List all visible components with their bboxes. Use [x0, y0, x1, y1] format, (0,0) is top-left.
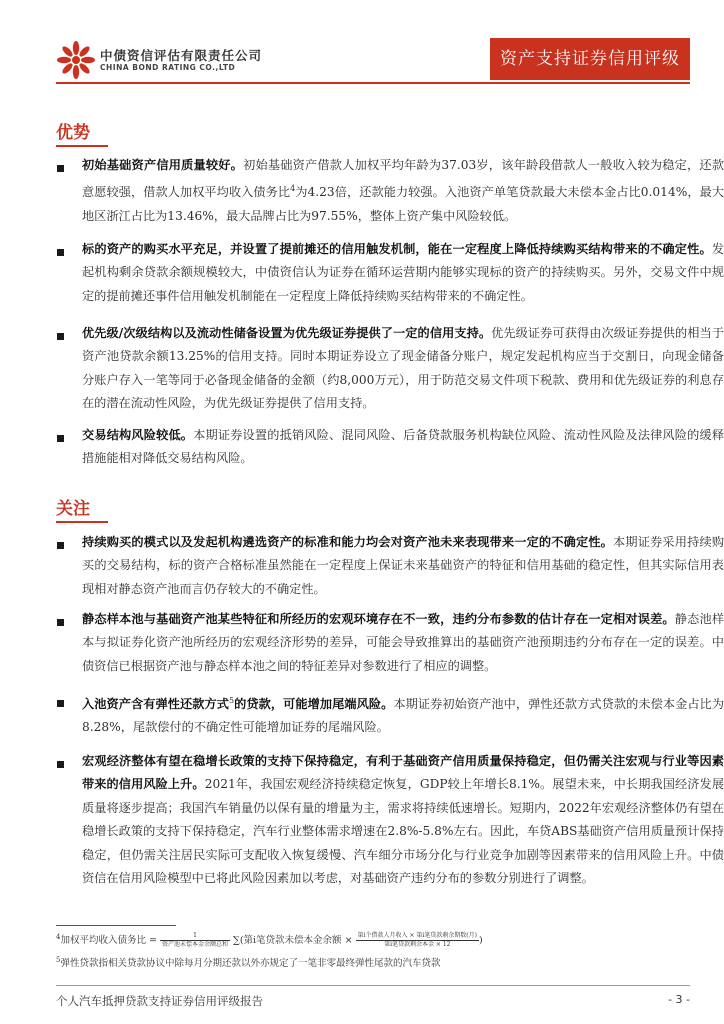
formula-fraction [356, 932, 479, 949]
formula-fraction [160, 932, 230, 949]
fraction-denominator: 第i笔贷款剩余本金 × 12 [384, 941, 451, 948]
report-category-banner: 资产支持证券信用评级 [490, 38, 690, 80]
bullet-lead-cont: 的贷款，可能增加尾端风险。 [234, 697, 394, 712]
company-logo [56, 40, 96, 80]
footnote-text: 弹性贷款指相关贷款协议中除每月分期还款以外亦规定了一笔非零最终弹性尾款的汽车贷款 [60, 958, 441, 969]
bullet-body: 发起机构剩余贷款余额规模较大，中债资信认为证券在循环运营期内能够实现标的资产的持续购买。另外，交易文件中规定的提前摊还事件信用触发机制能在一定程度上降低持续购买结构带来的不确定性。 [82, 242, 724, 303]
bullet-text [82, 689, 724, 740]
bullet-body: 初始基础资产借款人加权平均年龄为37.03岁，该年龄段借款人一般收入较为稳定，还款意愿较强，借款人加权平均收入债务比 [82, 158, 724, 200]
bullet-square-icon [57, 761, 64, 768]
bullet-text [82, 750, 724, 890]
bullet-lead: 交易结构风险较低。 [82, 428, 194, 442]
bullet-body: 优先级证券可获得由次级证券提供的相当于资产池贷款余额13.25%的信用支持。同时本期证券设立了现金储备分账户，规定发起机构应当于交割日，向现金储备分账户存入一笔等同于必备现金储备的金额（约8,000万元），用于防范交易文件项下税款、费用和优先级证券的利息存在的潜在流动性风险，为优先级证券提供了信用支持。 [82, 326, 724, 411]
fraction-numerator: 第i个借款人月收入 × 第i笔贷款剩余期数(月) [357, 932, 477, 939]
bullet-square-icon [57, 249, 64, 256]
bullet-square-icon [57, 165, 64, 172]
bullet-text [82, 531, 724, 601]
bullet-lead: 宏观经济整体有望在稳增长政策的支持下保持稳定，有利于基础资产信用质量保持稳定，但仍需关注宏观与行业等因素带来的信用风险上升。 [82, 754, 724, 792]
bullet-text [82, 322, 724, 416]
footnote-ref: 5 [228, 696, 235, 705]
header-divider [56, 82, 690, 84]
footnote-divider [56, 925, 176, 926]
page-header [0, 0, 724, 96]
bullet-square-icon [57, 700, 64, 707]
footnote-ref: 4 [290, 184, 296, 194]
bullet-body: 本期证券设置的抵销风险、混同风险、后备贷款服务机构缺位风险、流动性风险及法律风险的缓释措施能相对降低交易结构风险。 [82, 428, 724, 466]
bullet-body-cont: 为4.23倍，还款能力较强。入池资产单笔贷款最大未偿本金占比0.014%，最大地区浙江占比为13.46%，最大品牌占比为97.55%，整体上资产集中风险较低。 [82, 185, 724, 223]
bullet-body: 2021年，我国宏观经济持续稳定恢复，GDP较上年增长8.1%。展望未来，中长期我国经济发展质量将逐步提高；我国汽车销量仍以保有量的增量为主，需求将持续低速增长。短期内，2022年宏观经济整体仍有望在稳增长政策的支持下保持稳定，汽车行业整体需求增速在2.8%-5.8%左右。因此，车贷ABS基础资产信用质量预计保持稳定，但仍需关注居民实际可支配收入恢复缓慢、汽车细分市场分化与行业竞争加剧等因素带来的信用风险上升。中债资信在信用风险模型中已将此风险因素加以考虑，对基础资产违约分布的参数分别进行了调整。 [82, 777, 724, 886]
bullet-square-icon [57, 333, 64, 340]
bullet-body: 本期证券初始资产池中，弹性还款方式贷款的未偿本金占比为8.28%，尾款偿付的不确定性可能增加证券的尾端风险。 [82, 697, 724, 735]
section-underline [56, 521, 108, 523]
bullet-text [82, 424, 724, 471]
formula-sum: ∑(第i笔贷款未偿本金余额 × [233, 935, 353, 946]
report-title: 个人汽车抵押贷款支持证券信用评级报告 [56, 994, 263, 1008]
footnote-4 [56, 932, 696, 949]
footnote-label: 5 [56, 955, 61, 964]
bullet-lead: 优先级/次级结构以及流动性储备设置为优先级证券提供了一定的信用支持。 [82, 326, 492, 340]
bullet-lead: 持续购买的模式以及发起机构遴选资产的标准和能力均会对资产池未来表现带来一定的不确定性。 [82, 535, 614, 549]
formula-close: ) [478, 935, 483, 946]
page-number: - 3 - [668, 993, 690, 1006]
footnote-5 [56, 955, 696, 969]
bullet-square-icon [57, 435, 64, 442]
bullet-square-icon [57, 619, 64, 626]
bullet-text [82, 238, 724, 308]
bullet-square-icon [57, 542, 64, 549]
bullet-lead: 标的资产的购买水平充足，并设置了提前摊还的信用触发机制，能在一定程度上降低持续购买结构带来的不确定性。 [82, 242, 712, 256]
fraction-numerator: 1 [160, 932, 230, 941]
footer-divider [56, 985, 690, 986]
company-name-cn: 中债资信评估有限责任公司 [100, 48, 263, 63]
bullet-text [82, 154, 724, 228]
section-title-strengths: 优势 [56, 123, 90, 143]
formula-prefix: 加权平均收入债务比 = [60, 935, 157, 946]
footnote-label: 4 [56, 932, 61, 941]
section-underline [56, 145, 108, 147]
section-title-concerns: 关注 [56, 499, 90, 519]
bullet-lead: 静态样本池与基础资产池某些特征和所经历的宏观环境存在不一致，违约分布参数的估计存在一定相对误差。 [82, 612, 675, 626]
bullet-body: 本期证券采用持续购买的交易结构，标的资产合格标准虽然能在一定程度上保证未来基础资产的特征和信用基础的稳定性，但其实际信用表现相对静态资产池而言仍存较大的不确定性。 [82, 535, 724, 596]
bullet-body: 静态池样本与拟证券化资产池所经历的宏观经济形势的差异，可能会导致推算出的基础资产池预期违约分布存在一定的误差。中债资信已根据资产池与静态样本池之间的特征差异对参数进行了相应的调整。 [82, 612, 724, 673]
bullet-lead: 初始基础资产信用质量较好。 [82, 158, 244, 172]
bullet-text [82, 608, 724, 678]
company-name-en: CHINA BOND RATING CO.,LTD [100, 63, 236, 72]
bullet-lead: 入池资产含有弹性还款方式 [82, 697, 229, 712]
fraction-denominator: 资产池未偿本金余额总和 [161, 941, 228, 948]
